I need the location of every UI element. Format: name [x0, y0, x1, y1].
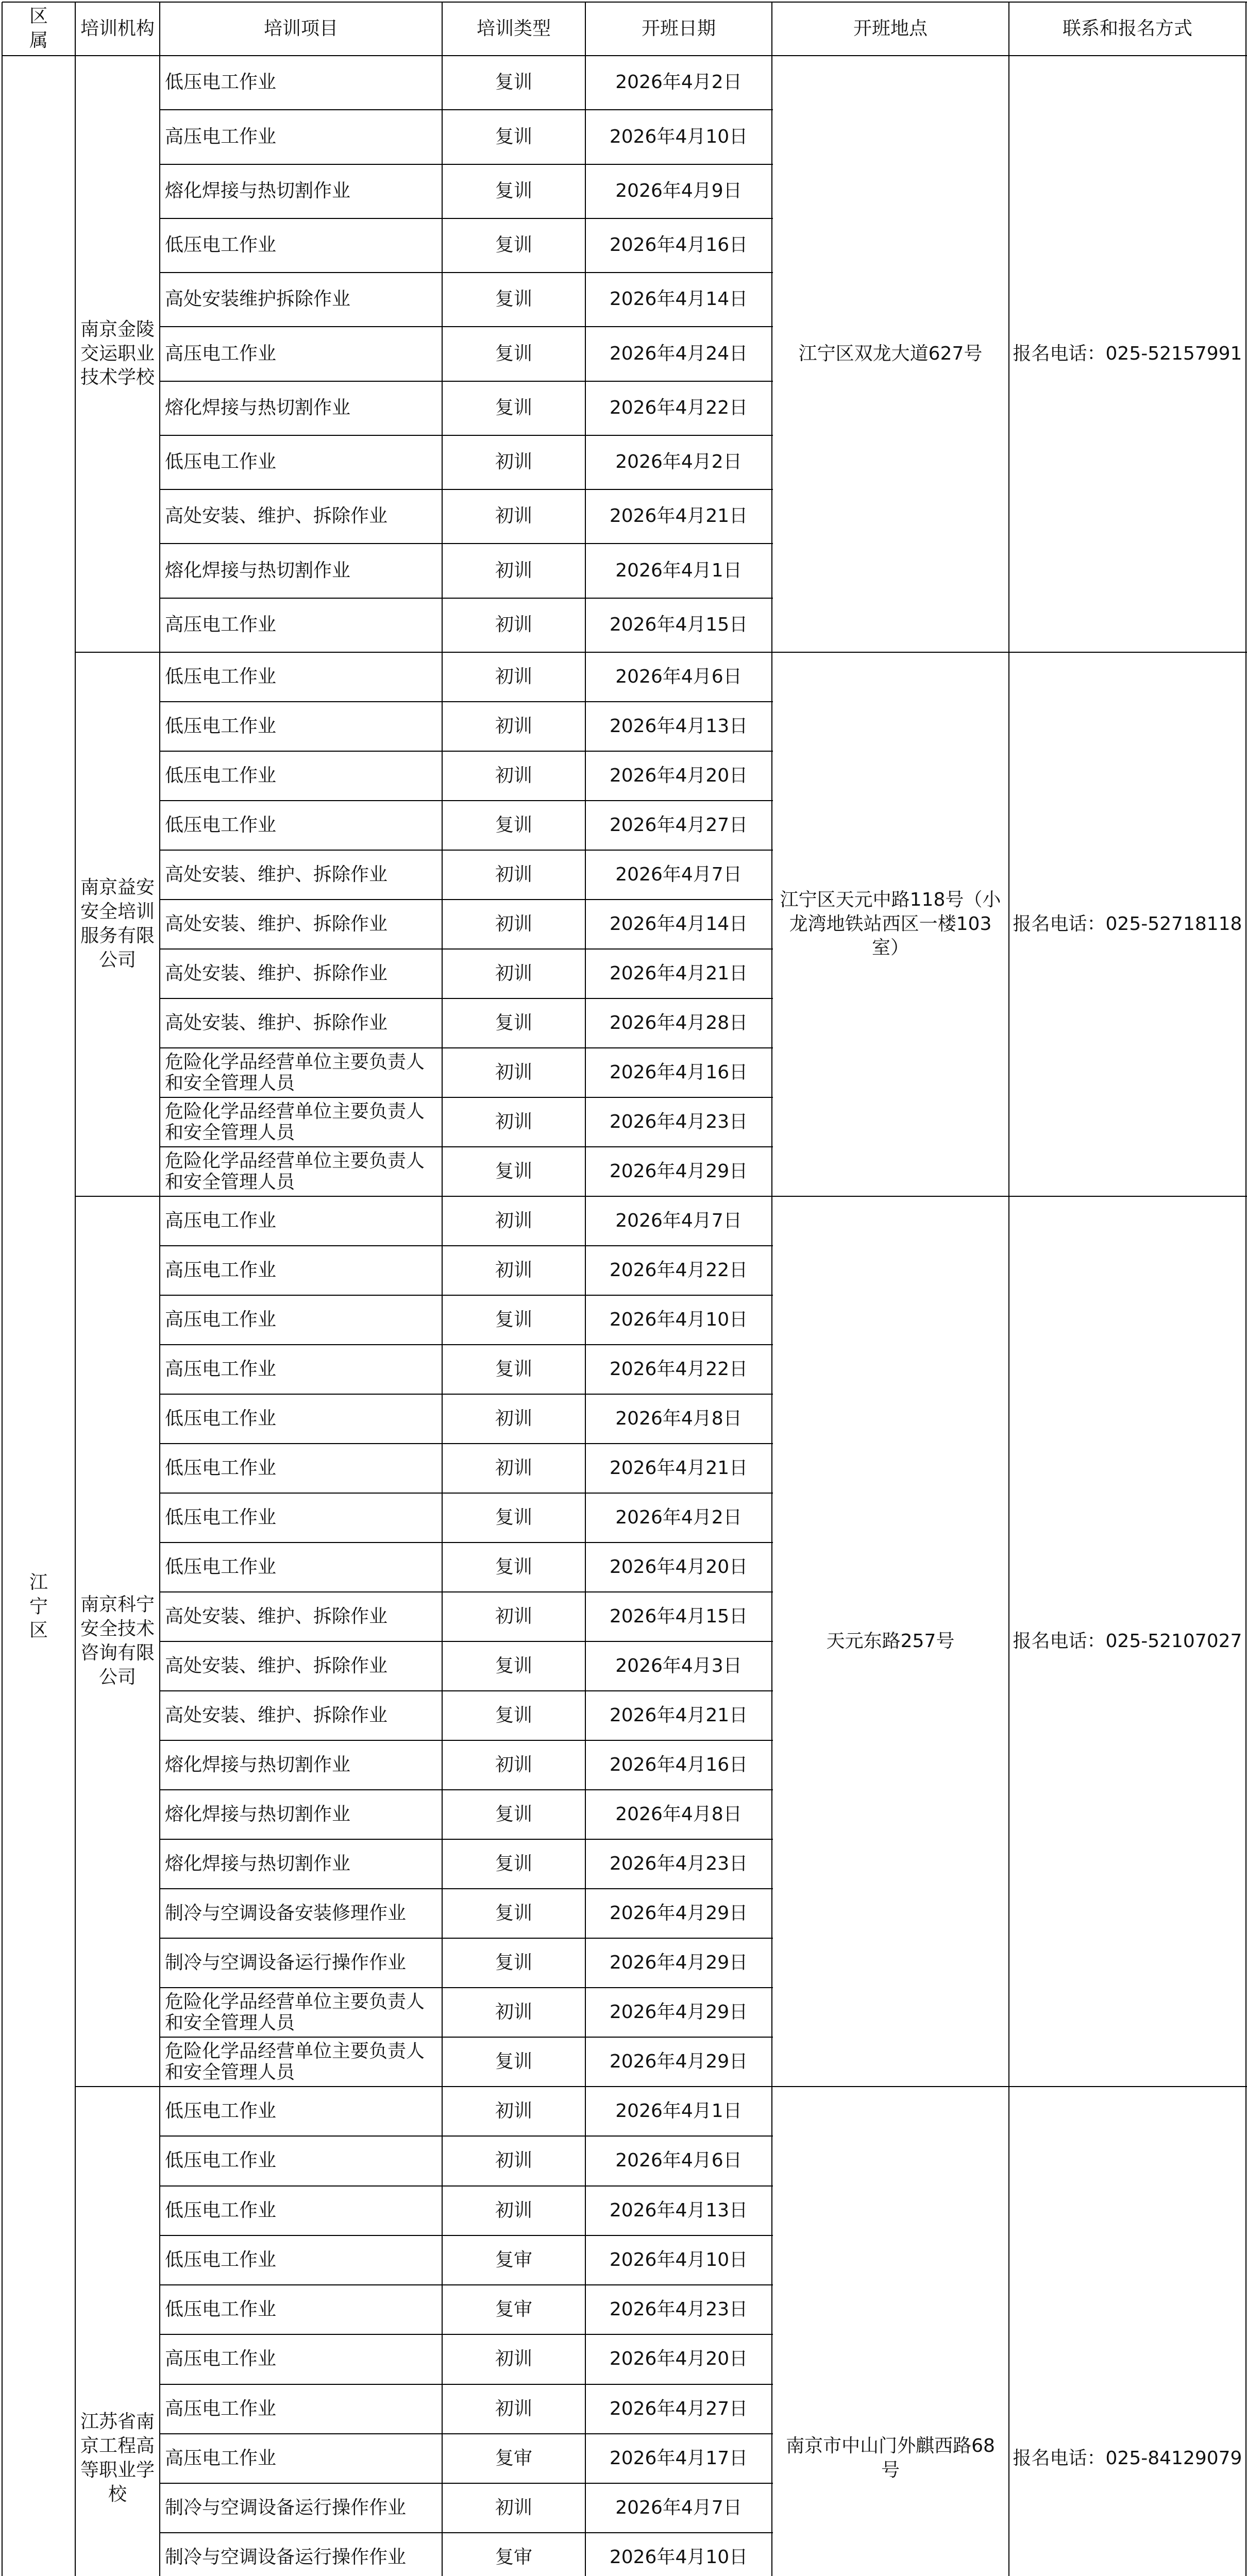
training-project: 高压电工作业 [165, 2348, 277, 2370]
training-project: 高压电工作业 [165, 2447, 277, 2469]
contact-info: 报名电话：025-84129079 [1013, 2447, 1242, 2469]
training-type: 复训 [495, 1803, 532, 1825]
training-project: 制冷与空调设备运行操作作业 [165, 2547, 407, 2568]
training-project: 低压电工作业 [165, 2298, 277, 2320]
training-project: 低压电工作业 [165, 715, 277, 737]
training-project: 危险化学品经营单位主要负责人和安全管理人员 [165, 2040, 425, 2083]
training-type: 初训 [495, 560, 532, 581]
training-project: 高处安装维护拆除作业 [165, 289, 351, 310]
class-date: 2026年4月15日 [609, 614, 748, 636]
training-project: 低压电工作业 [165, 2249, 277, 2270]
training-type: 初训 [495, 1259, 532, 1281]
training-type: 初训 [495, 614, 532, 636]
training-type: 复训 [495, 397, 532, 419]
training-type: 复训 [495, 1704, 532, 1726]
table-right-border [1245, 2, 1246, 2576]
training-project: 高处安装、维护、拆除作业 [165, 1012, 388, 1033]
training-type: 复训 [495, 1160, 532, 1182]
row-divider [160, 1938, 773, 1939]
row-divider [160, 598, 773, 599]
training-project: 高压电工作业 [165, 614, 277, 636]
class-date: 2026年4月16日 [609, 234, 748, 256]
class-date: 2026年4月1日 [615, 2100, 742, 2122]
training-project: 熔化焊接与热切割作业 [165, 180, 351, 202]
institution-name: 南京科宁安全技术咨询有限公司 [80, 1594, 155, 1688]
class-date: 2026年4月24日 [609, 343, 748, 364]
training-type: 初训 [495, 2150, 532, 2172]
row-divider [160, 2284, 773, 2285]
training-type: 复训 [495, 72, 532, 93]
training-type: 初训 [495, 863, 532, 885]
training-type: 复审 [495, 2447, 532, 2469]
training-type: 复审 [495, 2249, 532, 2270]
class-date: 2026年4月8日 [615, 1803, 742, 1825]
training-project: 高压电工作业 [165, 343, 277, 364]
row-divider [160, 1344, 773, 1345]
header-contact: 联系和报名方式 [1062, 18, 1192, 39]
row-divider [160, 2433, 773, 2434]
training-project: 危险化学品经营单位主要负责人和安全管理人员 [165, 1100, 425, 1143]
training-type: 初训 [495, 1754, 532, 1775]
class-date: 2026年4月14日 [609, 913, 748, 935]
row-divider [160, 1047, 773, 1048]
class-date: 2026年4月23日 [609, 1111, 748, 1132]
row-divider [160, 998, 773, 999]
header-institution: 培训机构 [80, 18, 155, 39]
class-date: 2026年4月2日 [615, 1506, 742, 1528]
row-divider [160, 701, 773, 702]
class-date: 2026年4月14日 [609, 289, 748, 310]
training-project: 熔化焊接与热切割作业 [165, 560, 351, 581]
training-type: 复审 [495, 2298, 532, 2320]
row-divider [160, 272, 773, 273]
class-date: 2026年4月27日 [609, 814, 748, 836]
class-date: 2026年4月17日 [609, 2447, 748, 2469]
class-date: 2026年4月15日 [609, 1605, 748, 1627]
training-type: 初训 [495, 715, 532, 737]
class-date: 2026年4月10日 [609, 1309, 748, 1330]
class-date: 2026年4月20日 [609, 1556, 748, 1578]
row-divider [160, 326, 773, 327]
row-divider [160, 1591, 773, 1592]
training-type: 初训 [495, 2100, 532, 2122]
training-project: 高压电工作业 [165, 1259, 277, 1281]
table-left-border [2, 2, 3, 2576]
training-type: 复训 [495, 1309, 532, 1330]
training-project: 低压电工作业 [165, 2150, 277, 2172]
training-type: 复训 [495, 1358, 532, 1380]
row-divider [160, 1097, 773, 1098]
header-location: 开班地点 [853, 18, 928, 39]
training-project: 高压电工作业 [165, 2398, 277, 2419]
class-date: 2026年4月13日 [609, 2199, 748, 2221]
training-type: 初训 [495, 962, 532, 984]
class-date: 2026年4月23日 [609, 2298, 748, 2320]
training-project: 低压电工作业 [165, 72, 277, 93]
row-divider [160, 381, 773, 382]
column-divider [442, 2, 443, 2576]
training-type: 初训 [495, 666, 532, 687]
class-date: 2026年4月16日 [609, 1061, 748, 1083]
training-type: 初训 [495, 765, 532, 786]
class-date: 2026年4月6日 [615, 2150, 742, 2172]
training-project: 高压电工作业 [165, 1358, 277, 1380]
row-divider [160, 948, 773, 950]
training-project: 熔化焊接与热切割作业 [165, 1853, 351, 1874]
class-date: 2026年4月27日 [609, 2398, 748, 2419]
class-date: 2026年4月22日 [609, 1259, 748, 1281]
training-type: 复训 [495, 1952, 532, 1973]
class-date: 2026年4月20日 [609, 2348, 748, 2370]
training-project: 熔化焊接与热切割作业 [165, 397, 351, 419]
training-type: 复训 [495, 180, 532, 202]
training-project: 危险化学品经营单位主要负责人和安全管理人员 [165, 1991, 425, 2033]
class-date: 2026年4月7日 [615, 863, 742, 885]
class-location: 南京市中山门外麒西路68号 [786, 2435, 995, 2481]
training-project: 高处安装、维护、拆除作业 [165, 863, 388, 885]
row-divider [160, 1641, 773, 1642]
training-project: 低压电工作业 [165, 2199, 277, 2221]
training-type: 复训 [495, 289, 532, 310]
row-divider [160, 1443, 773, 1444]
class-date: 2026年4月13日 [609, 715, 748, 737]
class-date: 2026年4月21日 [609, 962, 748, 984]
training-type: 复训 [495, 343, 532, 364]
row-divider [160, 2483, 773, 2484]
class-location: 天元东路257号 [826, 1630, 955, 1652]
class-date: 2026年4月8日 [615, 1408, 742, 1429]
training-type: 复审 [495, 2547, 532, 2568]
training-project: 高处安装、维护、拆除作业 [165, 1704, 388, 1726]
row-divider [160, 543, 773, 544]
header-project: 培训项目 [263, 18, 338, 39]
table-top-border [2, 2, 1247, 3]
class-date: 2026年4月29日 [609, 1902, 748, 1924]
training-project: 低压电工作业 [165, 1556, 277, 1578]
training-type: 初训 [495, 2398, 532, 2419]
contact-info: 报名电话：025-52107027 [1013, 1630, 1242, 1652]
training-project: 熔化焊接与热切割作业 [165, 1754, 351, 1775]
training-type: 复训 [495, 234, 532, 256]
row-divider [160, 1789, 773, 1790]
institution-name: 南京益安安全培训服务有限公司 [80, 877, 155, 971]
row-divider [160, 1690, 773, 1691]
training-project: 高处安装、维护、拆除作业 [165, 505, 388, 527]
row-divider [160, 800, 773, 801]
training-project: 制冷与空调设备运行操作作业 [165, 2497, 407, 2518]
training-project: 高处安装、维护、拆除作业 [165, 1655, 388, 1676]
training-type: 初训 [495, 1210, 532, 1231]
column-divider [75, 2, 76, 2576]
column-divider [585, 2, 586, 2576]
class-date: 2026年4月21日 [609, 1704, 748, 1726]
training-type: 初训 [495, 1457, 532, 1479]
training-type: 初训 [495, 2199, 532, 2221]
class-date: 2026年4月23日 [609, 1853, 748, 1874]
training-project: 危险化学品经营单位主要负责人和安全管理人员 [165, 1150, 425, 1193]
row-divider [160, 850, 773, 851]
row-divider [160, 2532, 773, 2533]
contact-info: 报名电话：025-52718118 [1013, 913, 1242, 935]
row-divider [160, 1295, 773, 1296]
row-divider [160, 2334, 773, 2335]
training-project: 高处安装、维护、拆除作业 [165, 913, 388, 935]
row-divider [160, 1987, 773, 1988]
row-divider [160, 1740, 773, 1741]
row-divider [160, 489, 773, 490]
class-date: 2026年4月7日 [615, 1210, 742, 1231]
training-project: 低压电工作业 [165, 765, 277, 786]
row-divider [160, 435, 773, 436]
class-date: 2026年4月29日 [609, 2001, 748, 2023]
row-divider [160, 2136, 773, 2137]
training-type: 初训 [495, 2001, 532, 2023]
training-project: 制冷与空调设备安装修理作业 [165, 1902, 407, 1924]
row-divider [160, 109, 773, 110]
row-divider [160, 1888, 773, 1889]
row-divider [160, 1245, 773, 1246]
class-date: 2026年4月22日 [609, 1358, 748, 1380]
class-date: 2026年4月22日 [609, 397, 748, 419]
column-divider [159, 2, 160, 2576]
class-date: 2026年4月10日 [609, 2547, 748, 2568]
training-type: 复训 [495, 1506, 532, 1528]
training-type: 复训 [495, 1902, 532, 1924]
training-type: 复训 [495, 1853, 532, 1874]
row-divider [160, 2384, 773, 2385]
training-project: 低压电工作业 [165, 2100, 277, 2122]
header-bottom-border [2, 55, 1247, 56]
training-type: 初训 [495, 1111, 532, 1132]
training-type: 复训 [495, 1655, 532, 1676]
class-date: 2026年4月20日 [609, 765, 748, 786]
training-project: 熔化焊接与热切割作业 [165, 1803, 351, 1825]
class-date: 2026年4月21日 [609, 505, 748, 527]
training-project: 高压电工作业 [165, 1309, 277, 1330]
class-date: 2026年4月10日 [609, 126, 748, 147]
row-divider [160, 1839, 773, 1840]
row-divider [160, 751, 773, 752]
training-project: 高处安装、维护、拆除作业 [165, 962, 388, 984]
training-project: 低压电工作业 [165, 814, 277, 836]
row-divider [160, 1542, 773, 1543]
class-date: 2026年4月10日 [609, 2249, 748, 2270]
training-type: 初训 [495, 2497, 532, 2518]
class-date: 2026年4月1日 [615, 560, 742, 581]
training-type: 初训 [495, 1408, 532, 1429]
training-project: 低压电工作业 [165, 666, 277, 687]
training-project: 高压电工作业 [165, 126, 277, 147]
training-project: 低压电工作业 [165, 451, 277, 473]
institution-name: 南京金陵交运职业技术学校 [80, 318, 155, 388]
row-divider [160, 164, 773, 165]
class-date: 2026年4月29日 [609, 2050, 748, 2072]
class-location: 江宁区双龙大道627号 [798, 343, 983, 364]
class-date: 2026年4月21日 [609, 1457, 748, 1479]
training-type: 初训 [495, 505, 532, 527]
training-project: 低压电工作业 [165, 234, 277, 256]
row-divider [160, 1394, 773, 1395]
training-project: 高压电工作业 [165, 1210, 277, 1231]
class-date: 2026年4月2日 [615, 72, 742, 93]
row-divider [160, 2037, 773, 2038]
class-date: 2026年4月3日 [615, 1655, 742, 1676]
row-divider [160, 218, 773, 219]
class-date: 2026年4月7日 [615, 2497, 742, 2518]
column-divider [1008, 2, 1009, 2576]
training-project: 低压电工作业 [165, 1506, 277, 1528]
contact-info: 报名电话：025-52157991 [1013, 343, 1242, 364]
class-date: 2026年4月29日 [609, 1160, 748, 1182]
training-type: 复训 [495, 2050, 532, 2072]
class-date: 2026年4月9日 [615, 180, 742, 202]
row-divider [160, 2235, 773, 2236]
region-cell: 江宁区 [29, 1571, 48, 1641]
header-region: 区属 [29, 6, 48, 51]
class-date: 2026年4月16日 [609, 1754, 748, 1775]
training-type: 初训 [495, 1605, 532, 1627]
training-type: 复训 [495, 1012, 532, 1033]
training-type: 复训 [495, 814, 532, 836]
header-date: 开班日期 [641, 18, 716, 39]
training-project: 制冷与空调设备运行操作作业 [165, 1952, 407, 1973]
class-date: 2026年4月2日 [615, 451, 742, 473]
training-type: 初训 [495, 451, 532, 473]
class-location: 江宁区天元中路118号（小龙湾地铁站西区一楼103室） [780, 889, 1001, 959]
training-type: 初训 [495, 1061, 532, 1083]
training-type: 复训 [495, 1556, 532, 1578]
training-type: 复训 [495, 126, 532, 147]
row-divider [160, 2185, 773, 2187]
row-divider [160, 1493, 773, 1494]
training-project: 高处安装、维护、拆除作业 [165, 1605, 388, 1627]
class-date: 2026年4月6日 [615, 666, 742, 687]
class-date: 2026年4月29日 [609, 1952, 748, 1973]
training-type: 初训 [495, 2348, 532, 2370]
column-divider [771, 2, 772, 2576]
training-project: 低压电工作业 [165, 1408, 277, 1429]
institution-name: 江苏省南京工程高等职业学校 [80, 2411, 155, 2505]
training-type: 初训 [495, 913, 532, 935]
class-date: 2026年4月28日 [609, 1012, 748, 1033]
training-project: 危险化学品经营单位主要负责人和安全管理人员 [165, 1051, 425, 1094]
header-type: 培训类型 [476, 18, 551, 39]
row-divider [160, 1146, 773, 1147]
row-divider [160, 899, 773, 900]
training-project: 低压电工作业 [165, 1457, 277, 1479]
